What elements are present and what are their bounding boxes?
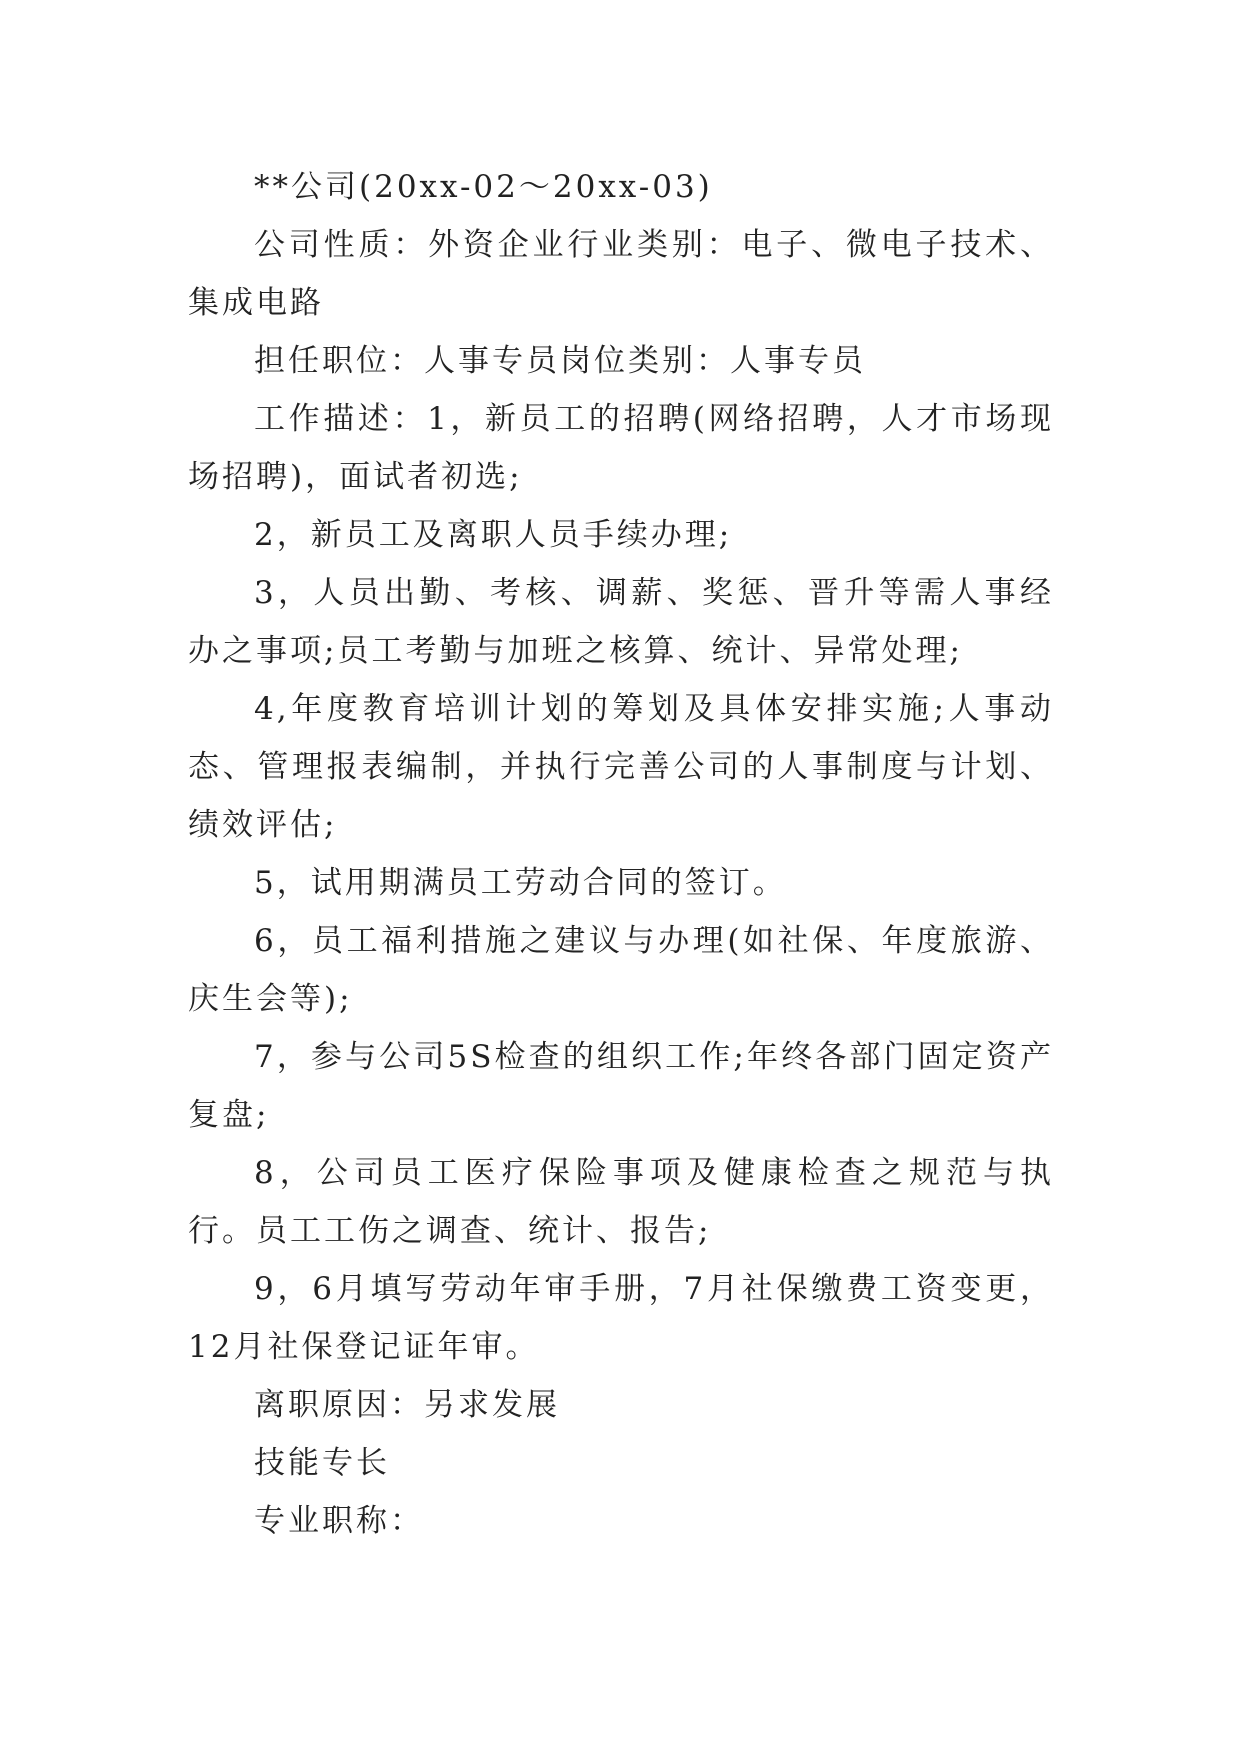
- company-heading: **公司(20xx-02～20xx-03): [254, 169, 713, 205]
- document-body: [188, 158, 1054, 1550]
- job-description-5: 5，试用期满员工劳动合同的签订。: [254, 865, 787, 901]
- job-description-1: 工作描述：1，新员工的招聘(网络招聘，人才市场现场招聘)，面试者初选;: [188, 401, 1054, 495]
- job-description-3: 3，人员出勤、考核、调薪、奖惩、晋升等需人事经办之事项;员工考勤与加班之核算、统计、异常处理;: [188, 575, 1054, 669]
- job-description-8: 8，公司员工医疗保险事项及健康检查之规范与执行。员工工伤之调查、统计、报告;: [188, 1155, 1054, 1249]
- reason-for-leaving: 离职原因：另求发展: [254, 1387, 560, 1423]
- company-nature: 公司性质：外资企业行业类别：电子、微电子技术、集成电路: [188, 227, 1054, 321]
- skills-heading: 技能专长: [254, 1445, 390, 1481]
- position-held: 担任职位：人事专员岗位类别：人事专员: [254, 343, 866, 379]
- job-description-9: 9，6月填写劳动年审手册，7月社保缴费工资变更，12月社保登记证年审。: [188, 1271, 1054, 1365]
- job-description-7: 7，参与公司5S检查的组织工作;年终各部门固定资产复盘;: [188, 1039, 1054, 1133]
- job-description-4: 4,年度教育培训计划的筹划及具体安排实施;人事动态、管理报表编制，并执行完善公司的人事制度与计划、绩效评估;: [188, 691, 1054, 843]
- professional-title: 专业职称：: [254, 1503, 424, 1539]
- job-description-6: 6，员工福利措施之建议与办理(如社保、年度旅游、庆生会等);: [188, 923, 1054, 1017]
- job-description-2: 2，新员工及离职人员手续办理;: [254, 517, 733, 553]
